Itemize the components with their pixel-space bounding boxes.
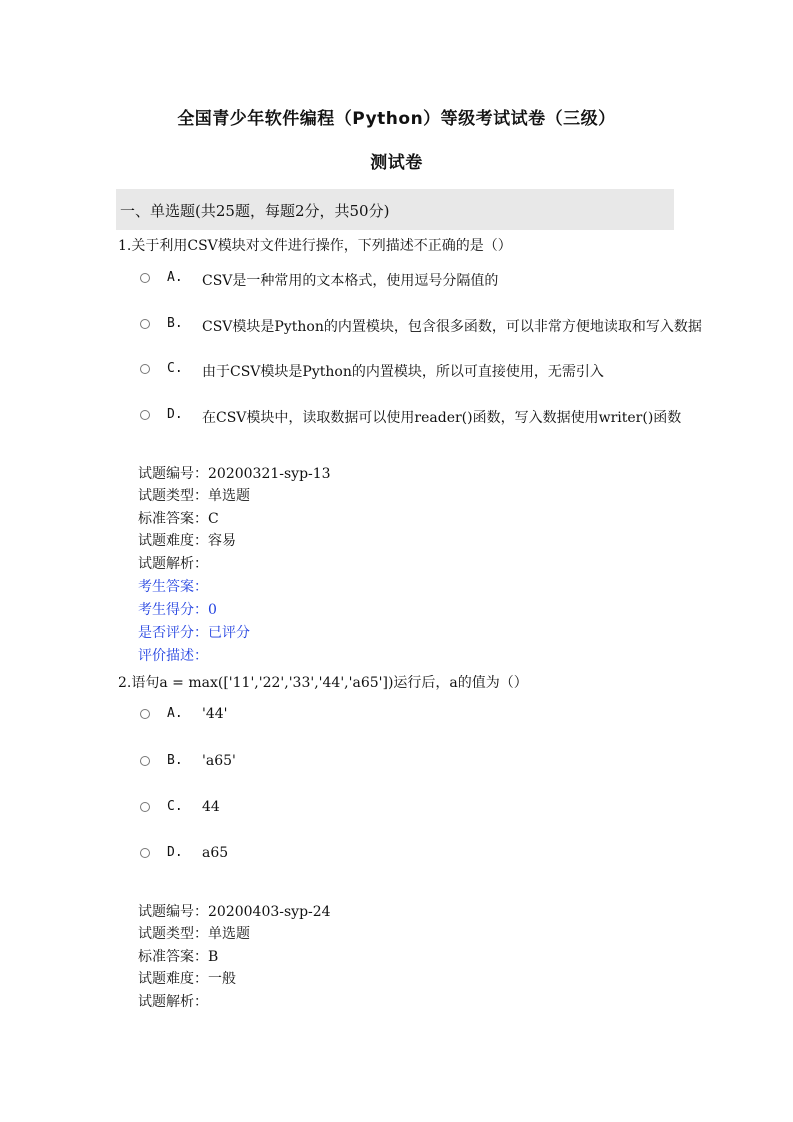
option-letter: B. <box>167 316 183 331</box>
option-letter: B. <box>167 753 183 768</box>
option-letter: D. <box>167 845 183 860</box>
difficulty: 试题难度：容易 <box>138 533 236 549</box>
option-letter: A. <box>167 706 183 721</box>
option-text: 'a65' <box>202 753 236 769</box>
student-score: 考生得分：0 <box>138 602 217 618</box>
option-letter: C. <box>167 361 183 376</box>
option-letter: C. <box>167 799 183 814</box>
question-stem: 1.关于利用CSV模块对文件进行操作，下列描述不正确的是（） <box>118 238 512 254</box>
radio-icon[interactable] <box>140 319 150 329</box>
radio-icon[interactable] <box>140 802 150 812</box>
option-text: CSV是一种常用的文本格式，使用逗号分隔值的 <box>202 273 499 289</box>
radio-icon[interactable] <box>140 848 150 858</box>
analysis: 试题解析： <box>138 556 208 572</box>
question-type: 试题类型：单选题 <box>138 926 250 942</box>
difficulty: 试题难度：一般 <box>138 971 236 987</box>
standard-answer: 标准答案：C <box>138 511 219 527</box>
exam-subtitle: 测试卷 <box>370 153 423 173</box>
option-text: a65 <box>202 845 229 861</box>
standard-answer: 标准答案：B <box>138 949 219 965</box>
radio-icon[interactable] <box>140 410 150 420</box>
question-type: 试题类型：单选题 <box>138 488 250 504</box>
question-stem: 2.语句a = max(['11','22','33','44','a65'])运行后，a的值为（） <box>118 675 528 691</box>
graded-status: 是否评分：已评分 <box>138 625 250 641</box>
section-header <box>116 189 674 230</box>
option-text: CSV模块是Python的内置模块，包含很多函数，可以非常方便地读取和写入数据 <box>202 319 702 335</box>
section-label: 一、单选题(共25题，每题2分，共50分) <box>120 202 390 220</box>
question-id: 试题编号：20200403-syp-24 <box>138 904 331 920</box>
radio-icon[interactable] <box>140 273 150 283</box>
option-text: '44' <box>202 706 228 722</box>
radio-icon[interactable] <box>140 756 150 766</box>
exam-title: 全国青少年软件编程（Python）等级考试试卷（三级） <box>177 109 616 129</box>
radio-icon[interactable] <box>140 709 150 719</box>
question-id: 试题编号：20200321-syp-13 <box>138 466 331 482</box>
option-letter: A. <box>167 270 183 285</box>
option-text: 由于CSV模块是Python的内置模块，所以可直接使用，无需引入 <box>202 364 604 380</box>
option-text: 44 <box>202 799 220 815</box>
radio-icon[interactable] <box>140 364 150 374</box>
analysis: 试题解析： <box>138 994 208 1010</box>
option-text: 在CSV模块中，读取数据可以使用reader()函数，写入数据使用writer()函数 <box>202 410 682 426</box>
student-answer: 考生答案： <box>138 579 208 595</box>
evaluation-comment: 评价描述： <box>138 648 208 664</box>
option-letter: D. <box>167 407 183 422</box>
